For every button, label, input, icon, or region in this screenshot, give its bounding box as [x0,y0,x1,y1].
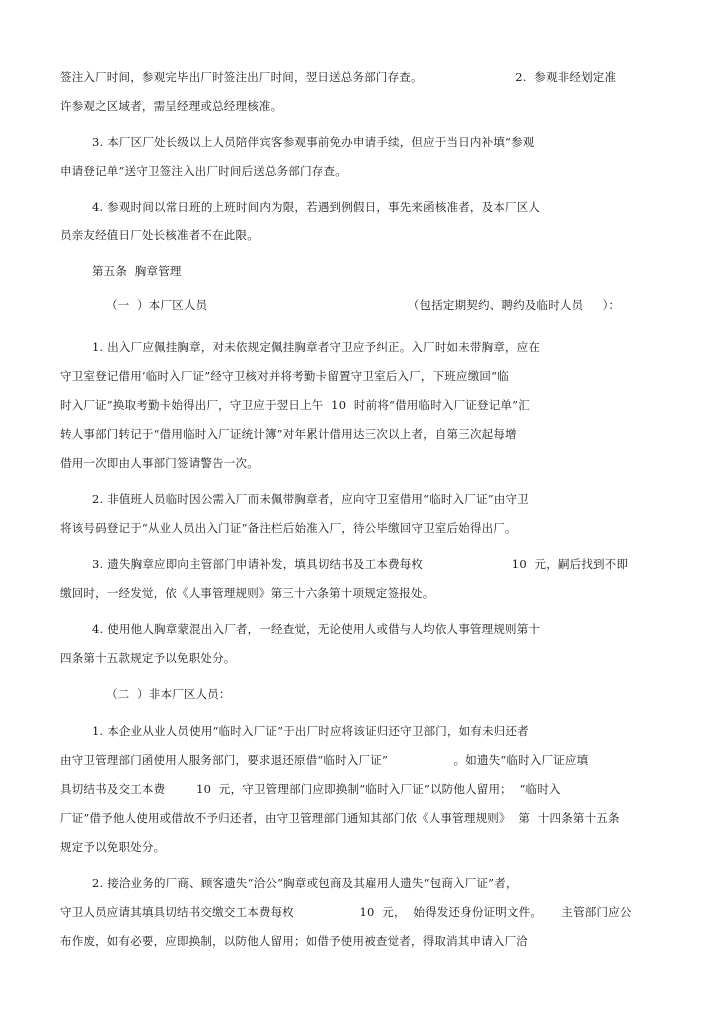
text-line: 将该号码登记于“从业人员出入门证”备注栏后始准入厂，待公毕缴回守卫室后始得出厂。 [60,521,517,535]
text-line: 布作废，如有必要，应即换制，以防他人留用；如借予使用被查觉者，得取消其申请入厂洽 [60,934,528,948]
text-line: 3. 遗失胸章应即向主管部门申请补发，填具切结书及工本费每枚 10 元，嗣后找到不即 [92,557,629,571]
text-line: 四条第十五款规定予以免职处分。 [60,651,236,665]
text-line: 2. 接洽业务的厂商、顾客遗失“洽公”胸章或包商及其雇用人遗失“包商入厂证”者， [92,876,518,890]
text-line: 守卫室登记借用’临时入厂证”经守卫核对并将考勤卡留置守卫室后入厂，下班应缴回“临 [60,369,509,383]
text-line: 借用一次即由人事部门签请警告一次。 [60,456,259,470]
text-line: 许参观之区域者，需呈经理或总经理核准。 [60,99,283,113]
text-line: 签注入厂时间，参观完毕出厂时签注出厂时间，翌日送总务部门存查。 2. 参观非经划定准 [60,70,617,84]
text-line: 时入厂证”换取考勤卡始得出厂，守卫应于翌日上午 10 时前将“借用临时入厂证登记单”汇 [60,398,530,412]
text-line: 厂证”借予他人使用或借故不予归还者，由守卫管理部门通知其部门依《人事管理规则》 第 十四条第十五条 [60,811,620,825]
text-line: 缴回时，一经发觉，依《人事管理规则》第三十六条第十项规定签报处。 [60,586,435,600]
text-line: 2. 非值班人员临时因公需入厂而未佩带胸章者，应向守卫室借用“临时入厂证”由守卫 [92,492,529,506]
text-line: 1. 本企业从业人员使用“临时入厂证”于出厂时应将该证归还守卫部门，如有未归还者 [92,724,529,738]
text-line: 4. 使用他人胸章蒙混出入厂者，一经查觉，无论使用人或借与人均依人事管理规则第十 [92,622,541,636]
text-line: 4. 参观时间以常日班的上班时间内为限，若遇到例假日，事先来函核准者，及本厂区人 [92,200,541,214]
subsection-heading: （一 ）本厂区人员 （包括定期契约、聘约及临时人员 ）： [106,298,621,312]
text-line: 守卫人员应请其填具切结书交缴交工本费每枚 10 元， 始得发还身份证明文件。 主管部门应公 [60,905,632,919]
text-line: 申请登记单”送守卫签注入出厂时间后送总务部门存查。 [60,164,347,178]
text-line: 1. 出入厂应佩挂胸章，对未依规定佩挂胸章者守卫应予纠正。入厂时如未带胸章，应在 [92,340,541,354]
text-line: 具切结书及交工本费 10 元，守卫管理部门应即换制“临时入厂证”以防他人留用； “临时入 [60,782,561,796]
text-line: 转人事部门转记于“借用临时入厂证统计簿”对年累计借用达三次以上者，自第三次起每增 [60,427,517,441]
text-line: 员亲友经值日厂处长核准者不在此限。 [60,228,259,242]
text-line: 3. 本厂区厂处长级以上人员陪伴宾客参观事前免办申请手续，但应于当日内补填“参观 [92,135,535,149]
text-line: 规定予以免职处分。 [60,840,166,854]
subsection-heading: （二 ）非本厂区人员： [106,687,231,701]
section-heading: 第五条 胸章管理 [92,264,182,278]
text-line: 由守卫管理部门函使用人服务部门，要求退还原借“临时入厂证” 。如遗失“临时入厂证应填 [60,753,589,767]
